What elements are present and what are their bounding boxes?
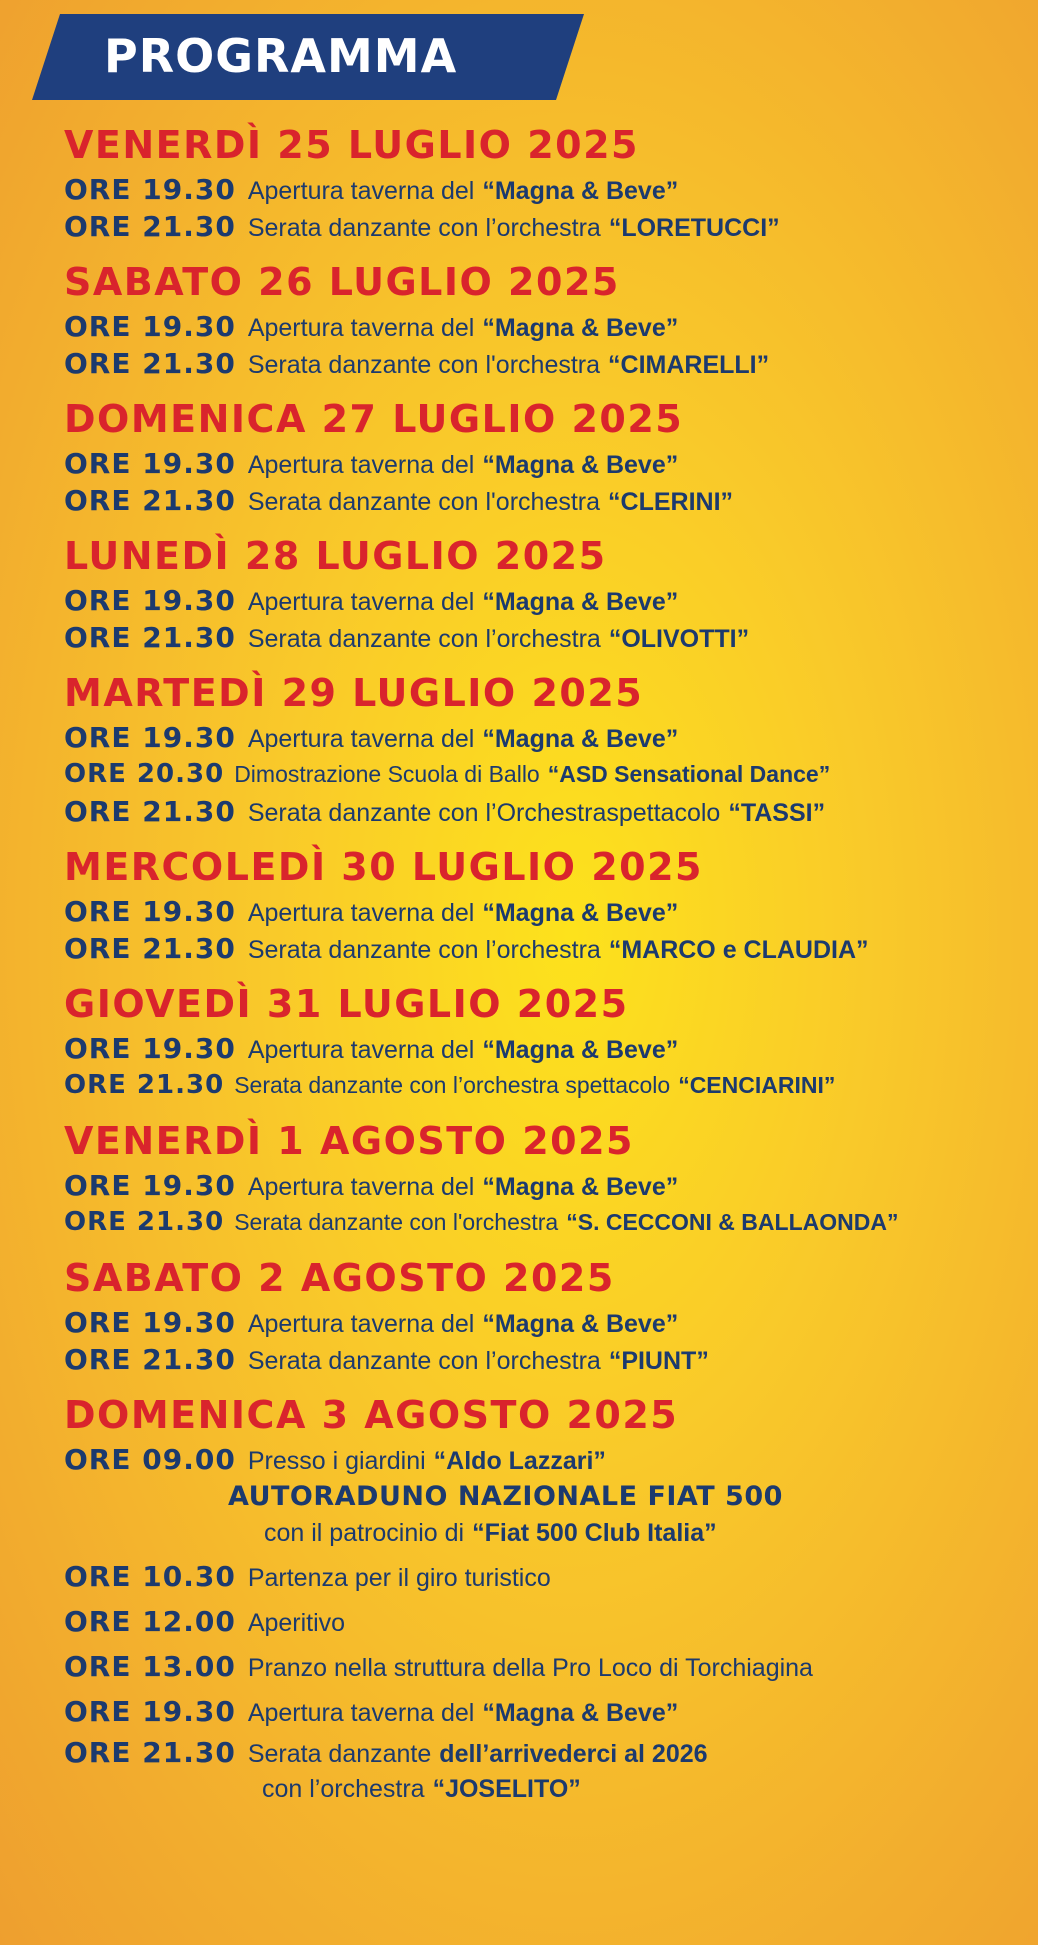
event-time: ORE 21.30 [64,1343,236,1376]
event-description: Apertura taverna del [247,899,475,927]
day-title: VENERDÌ 25 LUGLIO 2025 [64,123,639,167]
event-description: Serata danzante con l'orchestra [247,351,601,379]
event-description: Apertura taverna del [247,314,475,342]
event-time: ORE 21.30 [64,621,236,654]
day-block-final [64,1389,1024,1808]
event-time: ORE 19.30 [64,447,236,480]
event-continuation [262,1771,1024,1808]
page-title: PROGRAMMA [104,29,458,83]
event-row [64,619,1024,656]
event-description: Partenza per il giro turistico [247,1564,551,1592]
event-description: Apertura taverna del [247,451,475,479]
event-highlight: “Magna & Beve” [482,899,679,927]
event-time: ORE 21.30 [64,484,236,517]
event-highlight: “S. CECCONI & BALLAONDA” [566,1209,899,1235]
event-description: Serata danzante con l’orchestra spettacolo [234,1072,671,1098]
autoraduno-subtitle [264,1516,1024,1554]
event-highlight: “Magna & Beve” [482,1173,679,1201]
day-title: SABATO 26 LUGLIO 2025 [64,260,620,304]
event-time: ORE 19.30 [64,721,236,754]
event-time: ORE 21.30 [64,347,236,380]
day-title: LUNEDÌ 28 LUGLIO 2025 [64,534,607,578]
event-description: Aperitivo [247,1609,346,1637]
day-title: MERCOLEDÌ 30 LUGLIO 2025 [64,845,703,889]
event-time: ORE 20.30 [64,759,225,789]
event-row [64,893,1024,930]
continuation-highlight: “JOSELITO” [432,1775,581,1803]
event-time: ORE 13.00 [64,1650,236,1683]
event-row [64,793,1024,830]
event-highlight: “Magna & Beve” [482,451,679,479]
event-time: ORE 21.30 [64,795,236,828]
event-row [64,345,1024,382]
event-highlight: “OLIVOTTI” [608,625,750,653]
event-row [64,1734,1024,1771]
event-highlight: “ASD Sensational Dance” [547,761,831,787]
event-highlight: dell’arrivederci al 2026 [439,1740,708,1768]
event-time: ORE 19.30 [64,584,236,617]
event-time: ORE 19.30 [64,173,236,206]
event-row [64,1644,1024,1689]
event-highlight: “LORETUCCI” [608,214,780,242]
event-time: ORE 19.30 [64,310,236,343]
event-time: ORE 19.30 [64,895,236,928]
event-row [64,1204,1024,1241]
event-description: Serata danzante [247,1740,432,1768]
event-highlight: “TASSI” [728,799,826,827]
day-title: VENERDÌ 1 AGOSTO 2025 [64,1119,634,1163]
event-time: ORE 19.30 [64,1169,236,1202]
event-description: Apertura taverna del [247,1036,475,1064]
continuation-prefix: con l’orchestra [262,1775,425,1803]
day-block [64,393,1024,519]
event-time: ORE 09.00 [64,1443,236,1476]
day-title: DOMENICA 3 AGOSTO 2025 [64,1393,679,1437]
day-block [64,256,1024,382]
event-description: Apertura taverna del [247,725,475,753]
event-description: Serata danzante con l’Orchestraspettacolo [247,799,721,827]
event-highlight: “Magna & Beve” [482,588,679,616]
event-description: Serata danzante con l'orchestra [247,488,601,516]
autoraduno-title: AUTORADUNO NAZIONALE FIAT 500 [228,1481,783,1512]
event-description: Apertura taverna del [247,177,475,205]
event-highlight: “Magna & Beve” [482,1036,679,1064]
event-highlight: “MARCO e CLAUDIA” [608,936,869,964]
event-row [64,1304,1024,1341]
event-description: Pranzo nella struttura della Pro Loco di Torchiagina [247,1654,813,1682]
event-description: Serata danzante con l’orchestra [247,936,601,964]
event-time: ORE 19.30 [64,1695,236,1728]
event-row [64,1441,1024,1478]
event-highlight: “Aldo Lazzari” [433,1447,606,1475]
day-block [64,1115,1024,1241]
autoraduno-sub-prefix: con il patrocinio di [264,1519,465,1547]
day-block [64,841,1024,967]
event-row [64,208,1024,245]
event-time: ORE 21.30 [64,932,236,965]
event-description: Serata danzante con l’orchestra [247,1347,601,1375]
event-row [64,582,1024,619]
event-highlight: “PIUNT” [608,1347,709,1375]
event-row [64,308,1024,345]
event-row [64,1599,1024,1644]
event-row [64,1167,1024,1204]
event-row [64,1067,1024,1104]
event-time: ORE 12.00 [64,1605,236,1638]
day-block [64,119,1024,245]
day-block [64,530,1024,656]
event-description: Serata danzante con l’orchestra [247,625,601,653]
event-row [64,1341,1024,1378]
event-highlight: “CENCIARINI” [678,1072,836,1098]
event-time: ORE 21.30 [64,1736,236,1769]
event-highlight: “Magna & Beve” [482,1699,679,1727]
event-highlight: “Magna & Beve” [482,177,679,205]
event-row [64,756,1024,793]
program-list [64,119,1024,1819]
day-block [64,1252,1024,1378]
event-row [64,1689,1024,1734]
event-description: Serata danzante con l’orchestra [247,214,601,242]
event-row [64,482,1024,519]
event-highlight: “Magna & Beve” [482,725,679,753]
event-time: ORE 21.30 [64,1207,225,1237]
event-description: Serata danzante con l'orchestra [234,1209,559,1235]
event-time: ORE 21.30 [64,210,236,243]
event-time: ORE 21.30 [64,1070,225,1100]
event-time: ORE 19.30 [64,1306,236,1339]
autoraduno-sub-highlight: “Fiat 500 Club Italia” [472,1519,717,1547]
event-row [64,171,1024,208]
event-highlight: “Magna & Beve” [482,1310,679,1338]
event-row [64,1030,1024,1067]
event-description: Apertura taverna del [247,1310,475,1338]
event-description: Apertura taverna del [247,1173,475,1201]
event-time: ORE 10.30 [64,1560,236,1593]
day-title: MARTEDÌ 29 LUGLIO 2025 [64,671,644,715]
event-row [64,1554,1024,1599]
event-description: Apertura taverna del [247,588,475,616]
day-block [64,978,1024,1104]
event-row [64,445,1024,482]
event-time: ORE 19.30 [64,1032,236,1065]
event-description: Dimostrazione Scuola di Ballo [234,761,540,787]
day-title: SABATO 2 AGOSTO 2025 [64,1256,615,1300]
event-highlight: “CIMARELLI” [608,351,770,379]
event-row [64,930,1024,967]
event-description: Apertura taverna del [247,1699,475,1727]
event-description: Presso i giardini [247,1447,426,1475]
event-row [64,719,1024,756]
event-highlight: “Magna & Beve” [482,314,679,342]
day-block [64,667,1024,830]
day-title: GIOVEDÌ 31 LUGLIO 2025 [64,982,629,1026]
event-highlight: “CLERINI” [608,488,734,516]
day-title: DOMENICA 27 LUGLIO 2025 [64,397,684,441]
